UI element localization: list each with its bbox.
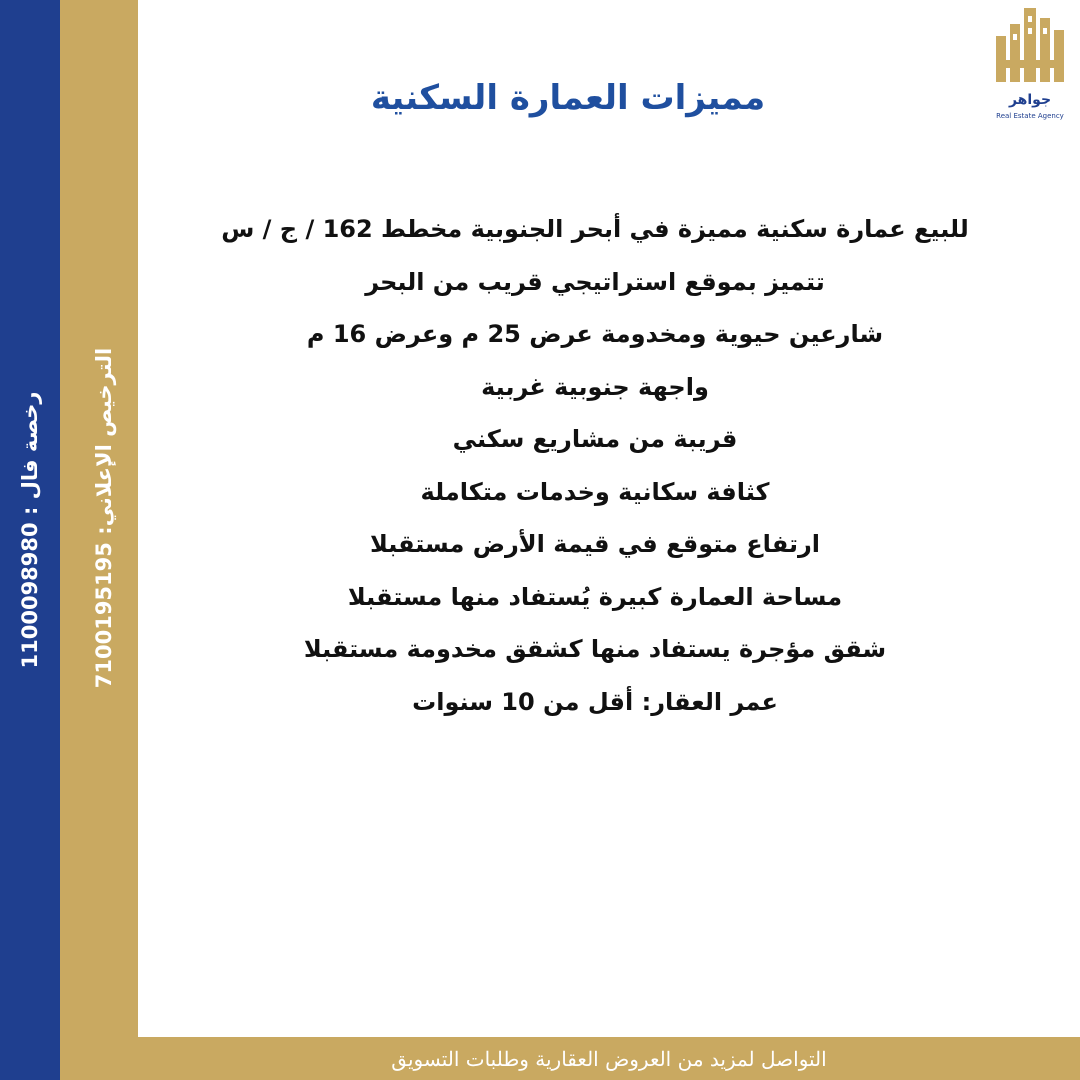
footer-contact-text: التواصل لمزيد من العروض العقارية وطلبات التسويق <box>391 1046 827 1071</box>
logo-english-name: Real Estate Agency <box>996 112 1064 120</box>
building-logo-icon <box>990 0 1070 90</box>
feature-item: عمر العقار: أقل من 10 سنوات <box>412 687 778 716</box>
page-title: مميزات العمارة السكنية <box>370 78 766 118</box>
license-number: رخصة فال : 1100098980 <box>18 391 42 669</box>
feature-item: مساحة العمارة كبيرة يُستفاد منها مستقبلا <box>347 582 843 611</box>
feature-item: شقق مؤجرة يستفاد منها كشقق مخدومة مستقبلا <box>303 635 887 663</box>
feature-item: قريبة من مشاريع سكني <box>452 425 738 453</box>
footer-bar <box>138 1037 1080 1080</box>
feature-item: كثافة سكانية وخدمات متكاملة <box>420 477 770 506</box>
feature-item: للبيع عمارة سكنية مميزة في أبحر الجنوبية مخطط 162 / ج / س <box>221 215 969 243</box>
ad-license-number: الترخيص الإعلاني: 7100195195 <box>92 347 116 689</box>
features-list <box>210 205 980 730</box>
feature-item: شارعين حيوية ومخدومة عرض 25 م وعرض 16 م <box>306 320 884 348</box>
feature-item: تتميز بموقع استراتيجي قريب من البحر <box>365 267 825 296</box>
company-logo <box>990 0 1070 125</box>
feature-item: ارتفاع متوقع في قيمة الأرض مستقبلا <box>369 530 821 558</box>
logo-arabic-name: جواهر <box>1008 92 1052 108</box>
feature-item: واجهة جنوبية غربية <box>481 372 709 401</box>
